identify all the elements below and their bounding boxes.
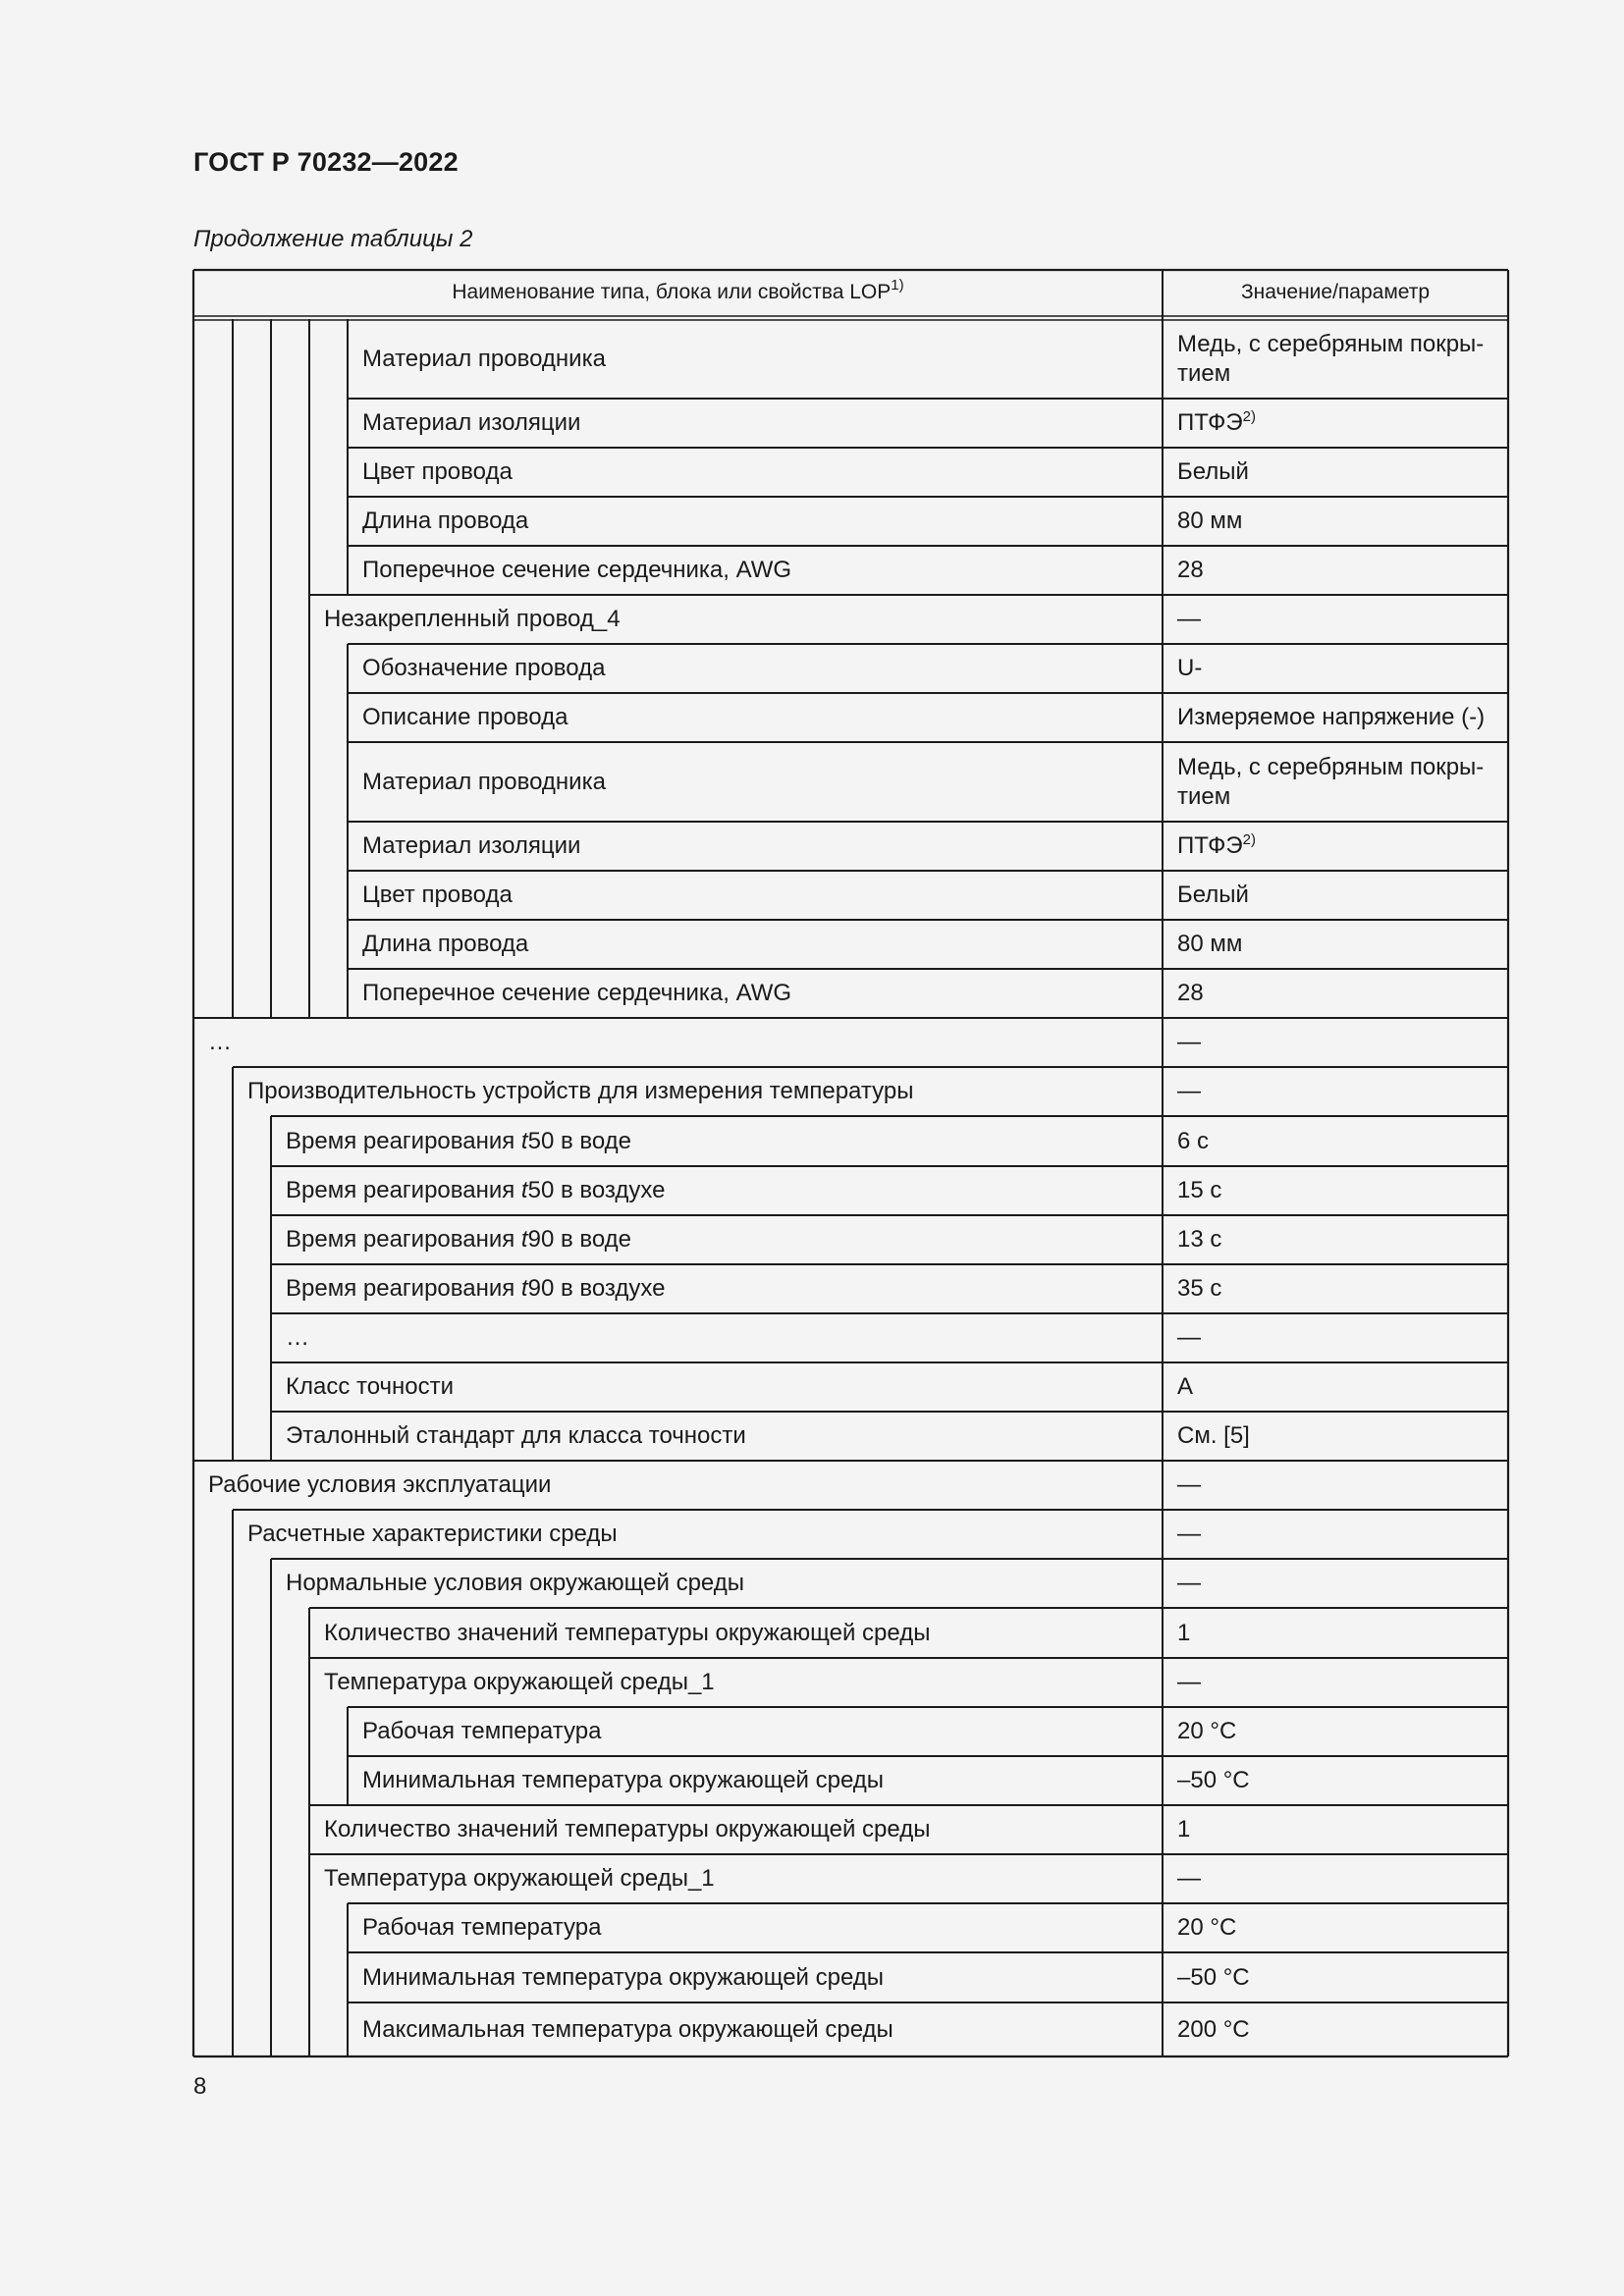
row-name: Цвет провода [362, 458, 513, 485]
row-value [1177, 979, 1498, 1008]
row-value-text: — [1177, 606, 1201, 632]
row-value [1177, 1815, 1498, 1844]
row-value [1177, 507, 1498, 536]
row-value [1177, 1028, 1498, 1057]
document-code: ГОСТ Р 70232—2022 [193, 147, 459, 177]
row-name: Рабочая температура [362, 1718, 602, 1744]
row-value [1177, 2015, 1498, 2045]
row-name-part: t [520, 1177, 528, 1203]
row-value-text: ПТФЭ [1177, 409, 1243, 436]
row-value-text: 200 °C [1177, 2015, 1250, 2043]
row-name: Количество значений температуры окружающей среды [324, 1619, 931, 1646]
row-value-line: Медь, с серебряным покры- [1177, 330, 1485, 357]
row-name: Рабочая температура [362, 1914, 602, 1941]
row-value-text: — [1177, 1865, 1201, 1892]
row-value-text: 15 с [1177, 1177, 1222, 1203]
header-name-label: Наименование типа, блока или свойства LOP [452, 281, 892, 303]
row-value-text: 28 [1177, 557, 1204, 583]
row-value [1177, 1520, 1498, 1549]
row-name [286, 1225, 1153, 1255]
row-value [1177, 457, 1498, 487]
row-name: Поперечное сечение сердечника, AWG [362, 980, 792, 1006]
row-name [286, 1127, 1153, 1156]
row-value [1177, 1470, 1498, 1500]
row-value-text: Белый [1177, 881, 1249, 908]
row-value-text: 13 с [1177, 1226, 1222, 1253]
row-value [1177, 1913, 1498, 1943]
footnote-ref: 2) [1242, 831, 1256, 848]
row-value-text: — [1177, 1078, 1201, 1104]
row-name: Класс точности [286, 1373, 455, 1400]
row-name: Минимальная температура окружающей среды [362, 1767, 885, 1793]
row-value-text: — [1177, 1471, 1201, 1498]
row-value [1177, 605, 1498, 634]
row-value-text: A [1177, 1373, 1194, 1400]
row-name-part: t [520, 1275, 528, 1302]
row-value [1177, 1127, 1498, 1156]
row-value [1177, 330, 1498, 389]
row-name-part: Время реагирования [286, 1177, 521, 1203]
row-value-line: Медь, с серебряным покры- [1177, 753, 1485, 780]
row-value-text: 80 мм [1177, 931, 1243, 957]
row-value [1177, 1421, 1498, 1451]
row-name [286, 1274, 1153, 1304]
row-name: Незакрепленный провод_4 [324, 606, 621, 632]
row-value-text: — [1177, 1521, 1201, 1547]
row-name: Производительность устройств для измерения температуры [247, 1078, 914, 1104]
row-name-part: Время реагирования [286, 1127, 521, 1154]
row-value-text: Измеряемое напряжение (-) [1177, 704, 1486, 730]
row-name: Нормальные условия окружающей среды [286, 1570, 744, 1596]
row-value-text: 1 [1177, 1619, 1191, 1646]
row-value-text: 6 с [1177, 1127, 1210, 1154]
row-name [286, 1176, 1153, 1205]
row-value [1177, 753, 1498, 812]
row-value-line: тием [1177, 782, 1231, 810]
row-value [1177, 831, 1498, 861]
row-name: Минимальная температура окружающей среды [362, 1963, 885, 1991]
row-name: Материал проводника [362, 768, 606, 795]
table-continuation-caption: Продолжение таблицы 2 [193, 226, 473, 252]
row-name: Эталонный стандарт для класса точности [286, 1422, 746, 1449]
row-value [1177, 1176, 1498, 1205]
row-value-text: Белый [1177, 458, 1249, 485]
row-value-text: 28 [1177, 980, 1204, 1006]
row-name: Длина провода [362, 507, 529, 534]
row-value [1177, 1274, 1498, 1304]
row-value-text: — [1177, 1029, 1201, 1055]
row-value [1177, 1717, 1498, 1746]
row-value [1177, 1077, 1498, 1106]
row-name: Материал проводника [362, 345, 606, 372]
row-value-text: 80 мм [1177, 507, 1243, 534]
footnote-ref: 2) [1242, 408, 1256, 425]
row-value [1177, 1372, 1498, 1402]
row-value-text: U- [1177, 655, 1203, 681]
row-value-text: 1 [1177, 1816, 1191, 1842]
row-value [1177, 556, 1498, 585]
row-value-text: — [1177, 1669, 1201, 1695]
row-value [1177, 881, 1498, 910]
row-name: … [286, 1324, 309, 1351]
row-value-text: 20 °C [1177, 1914, 1237, 1941]
row-value-text: 35 с [1177, 1275, 1222, 1302]
row-name: … [208, 1029, 232, 1055]
row-name: Расчетные характеристики среды [247, 1521, 618, 1547]
row-value [1177, 1668, 1498, 1697]
row-name-part: Время реагирования [286, 1275, 521, 1302]
row-value [1177, 654, 1498, 683]
row-name-part: t [520, 1226, 528, 1253]
header-value-column: Значение/параметр [1240, 281, 1431, 303]
row-name-part: 50 в воде [527, 1127, 632, 1154]
row-name: Описание провода [362, 704, 568, 730]
row-value-line: тием [1177, 359, 1231, 387]
row-value-text: 20 °C [1177, 1718, 1237, 1744]
row-value-text: — [1177, 1570, 1201, 1596]
page-number: 8 [193, 2073, 207, 2100]
row-name: Материал изоляции [362, 832, 581, 859]
row-name: Цвет провода [362, 881, 513, 908]
row-value-text: ПТФЭ [1177, 832, 1243, 859]
row-name: Материал изоляции [362, 409, 581, 436]
row-value [1177, 1619, 1498, 1648]
row-value [1177, 703, 1498, 732]
row-value-text: См. [5] [1177, 1422, 1250, 1449]
row-value-text: –50 °C [1177, 1767, 1250, 1793]
row-value [1177, 1766, 1498, 1795]
row-name-part: 50 в воздухе [527, 1177, 666, 1203]
row-name: Поперечное сечение сердечника, AWG [362, 557, 792, 583]
row-value-text: — [1177, 1324, 1201, 1351]
row-name: Температура окружающей среды_1 [324, 1669, 715, 1695]
row-name: Количество значений температуры окружающей среды [324, 1816, 931, 1842]
row-name-part: 90 в воздухе [527, 1275, 666, 1302]
row-value [1177, 1225, 1498, 1255]
row-value [1177, 1323, 1498, 1353]
row-value [1177, 1864, 1498, 1894]
row-name: Максимальная температура окружающей среды [362, 2015, 893, 2043]
row-name-part: t [520, 1127, 528, 1154]
row-name: Длина провода [362, 931, 529, 957]
row-name-part: Время реагирования [286, 1226, 521, 1253]
lop-properties-table [193, 270, 1508, 2056]
row-value-text: –50 °C [1177, 1963, 1250, 1991]
row-name-part: 90 в воде [527, 1226, 632, 1253]
row-name: Температура окружающей среды_1 [324, 1865, 715, 1892]
footnote-ref: 1) [891, 277, 904, 294]
header-name-column [193, 278, 1163, 307]
row-value [1177, 1569, 1498, 1598]
row-name: Рабочие условия эксплуатации [208, 1471, 552, 1498]
row-value [1177, 930, 1498, 959]
row-name: Обозначение провода [362, 655, 606, 681]
row-value [1177, 1963, 1498, 1993]
row-value [1177, 408, 1498, 438]
